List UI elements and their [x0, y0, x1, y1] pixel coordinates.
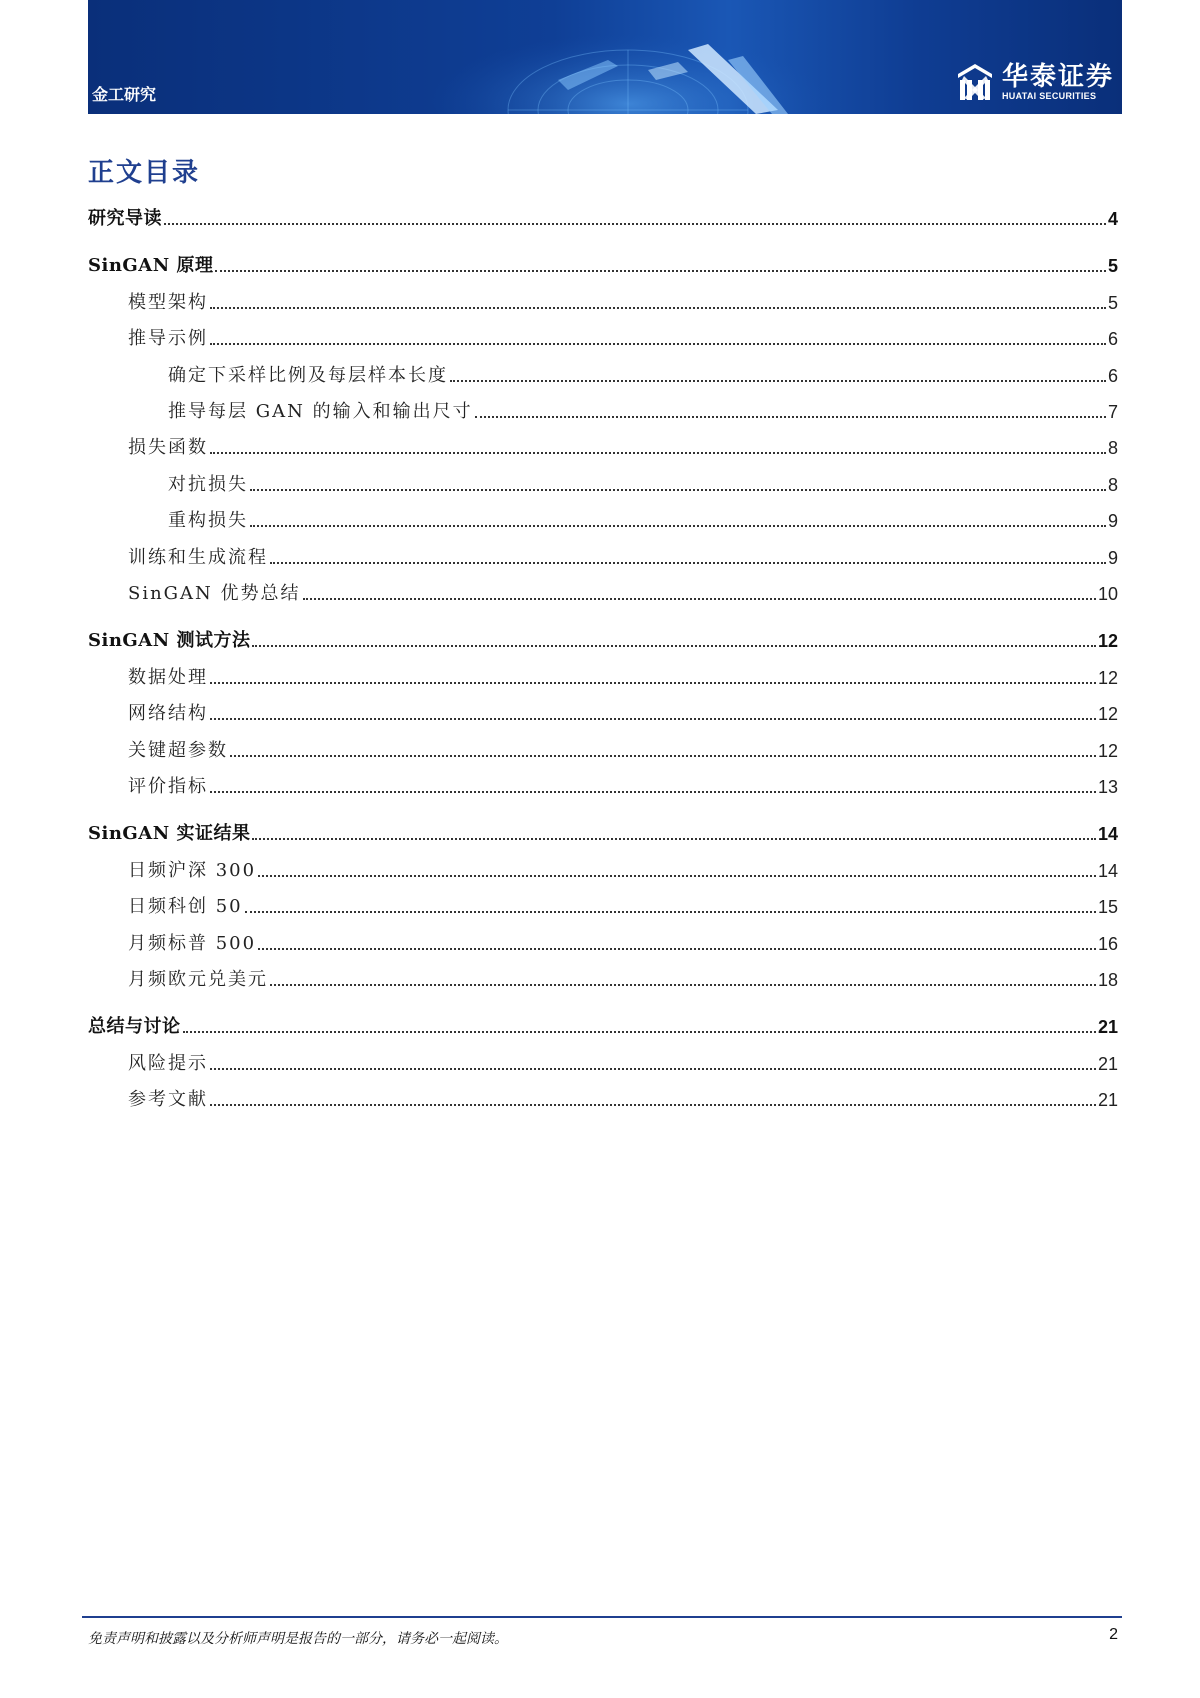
toc-leader-dots [270, 562, 1106, 564]
toc-title: 正文目录 [88, 158, 201, 188]
toc-leader-dots [210, 791, 1096, 793]
toc-entry-label: 评价指标 [128, 776, 208, 797]
toc-entry[interactable] [168, 472, 1118, 496]
toc-leader-dots [252, 645, 1095, 647]
toc-entry[interactable] [88, 253, 1118, 277]
toc-entry-label: 月频欧元兑美元 [128, 969, 268, 990]
toc-entry-page: 7 [1107, 402, 1118, 422]
toc-entry-label: 推导示例 [128, 328, 208, 350]
toc-leader-dots [210, 1104, 1096, 1106]
toc-entry-label: 数据处理 [128, 666, 208, 688]
toc-leader-dots [252, 838, 1095, 840]
toc-entry-label: SinGAN 实证结果 [88, 823, 251, 845]
toc-leader-dots [210, 343, 1106, 345]
toc-leader-dots [210, 1068, 1096, 1070]
toc-entry-page: 14 [1097, 860, 1118, 881]
toc-entry[interactable] [128, 545, 1118, 569]
toc-entry[interactable] [128, 738, 1118, 762]
toc-entry-page: 18 [1097, 970, 1118, 990]
toc-leader-dots [210, 452, 1106, 454]
toc-leader-dots [230, 755, 1096, 757]
toc-entry-label: 关键超参数 [128, 739, 228, 761]
toc-entry[interactable] [128, 774, 1118, 798]
toc-entry[interactable] [128, 665, 1118, 689]
footer-divider [82, 1616, 1122, 1618]
toc-leader-dots [450, 380, 1106, 382]
toc-entry[interactable] [128, 290, 1118, 314]
toc-leader-dots [258, 948, 1096, 950]
toc-entry-page: 12 [1097, 740, 1118, 761]
toc-leader-dots [210, 718, 1096, 720]
toc-entry[interactable] [168, 508, 1118, 532]
toc-entry-page: 21 [1097, 1053, 1118, 1074]
toc-leader-dots [270, 984, 1096, 986]
toc-entry-page: 12 [1097, 704, 1118, 725]
toc-entry-page: 6 [1107, 365, 1118, 386]
toc-entry-page: 14 [1097, 824, 1118, 845]
report-header-banner [88, 0, 1122, 114]
toc-entry[interactable] [128, 1087, 1118, 1111]
toc-entry-page: 8 [1107, 474, 1118, 495]
toc-entry-label: SinGAN 优势总结 [128, 583, 301, 604]
logo-english-text: HUATAI SECURITIES [1001, 90, 1097, 101]
toc-entry[interactable] [128, 967, 1118, 991]
toc-entry[interactable] [128, 931, 1118, 955]
toc-leader-dots [475, 416, 1106, 418]
toc-entry-label: 训练和生成流程 [128, 546, 268, 568]
toc-entry[interactable] [88, 821, 1118, 845]
toc-entry-label: SinGAN 原理 [88, 255, 214, 277]
toc-entry-page: 5 [1107, 256, 1118, 277]
huatai-logo [956, 60, 1114, 104]
toc-entry[interactable] [128, 701, 1118, 725]
toc-leader-dots [210, 307, 1106, 309]
toc-leader-dots [250, 525, 1106, 527]
toc-entry-label: 月频标普 500 [128, 932, 257, 954]
toc-leader-dots [250, 489, 1106, 491]
toc-entry-page: 12 [1097, 667, 1118, 688]
toc-entry-label: 日频沪深 300 [128, 859, 257, 881]
toc-entry-page: 13 [1097, 777, 1118, 797]
toc-leader-dots [210, 682, 1096, 684]
toc-entry-label: 网络结构 [128, 703, 208, 725]
toc-leader-dots [245, 911, 1096, 913]
toc-leader-dots [303, 598, 1096, 600]
toc-leader-dots [183, 1031, 1096, 1033]
logo-chinese-text: 华泰证券 [1001, 61, 1114, 92]
toc-entry-page: 8 [1107, 438, 1118, 459]
toc-entry-label: 日频科创 50 [128, 896, 243, 918]
huatai-logo-icon [956, 62, 994, 102]
toc-entry-label: 模型架构 [128, 291, 208, 313]
toc-leader-dots [258, 875, 1096, 877]
toc-entry-page: 6 [1107, 329, 1118, 350]
toc-entry[interactable] [88, 628, 1118, 652]
page-number: 2 [1109, 1626, 1118, 1643]
toc-entry-page: 9 [1107, 511, 1118, 532]
toc-entry-label: 确定下采样比例及每层样本长度 [168, 364, 448, 386]
toc-entry-page: 21 [1097, 1090, 1118, 1111]
toc-entry-page: 5 [1107, 292, 1118, 313]
toc-entry-page: 10 [1097, 584, 1118, 604]
toc-entry-label: 参考文献 [128, 1089, 208, 1111]
toc-entry-page: 15 [1097, 897, 1118, 918]
toc-entry-label: 研究导读 [88, 208, 162, 229]
toc-entry-label: 总结与讨论 [88, 1016, 181, 1038]
toc-entry-label: SinGAN 测试方法 [88, 630, 251, 652]
toc-entry[interactable] [168, 363, 1118, 387]
toc-entry-page: 21 [1097, 1017, 1118, 1038]
toc-entry-label: 风险提示 [128, 1052, 208, 1074]
toc-entry-page: 16 [1097, 933, 1118, 954]
toc-entry-label: 推导每层 GAN 的输入和输出尺寸 [168, 401, 473, 422]
toc-entry-page: 12 [1097, 631, 1118, 652]
toc-entry-page: 9 [1107, 547, 1118, 568]
toc-entry[interactable] [88, 1014, 1118, 1038]
section-label: 金工研究 [92, 85, 157, 104]
toc-leader-dots [164, 223, 1106, 225]
toc-entry[interactable] [128, 1051, 1118, 1075]
toc-entry[interactable] [168, 399, 1118, 423]
footer-disclaimer: 免责声明和披露以及分析师声明是报告的一部分，请务必一起阅读。 [88, 1631, 508, 1647]
toc-entry-page: 4 [1107, 209, 1118, 229]
toc-entry-label: 损失函数 [128, 437, 208, 459]
toc-leader-dots [215, 270, 1106, 272]
toc-entry-label: 对抗损失 [168, 473, 248, 495]
toc-entry-label: 重构损失 [168, 510, 248, 532]
toc-entry[interactable] [128, 435, 1118, 459]
toc-entry[interactable] [128, 894, 1118, 918]
toc-entry[interactable] [88, 206, 1118, 230]
toc-entry[interactable] [128, 858, 1118, 882]
toc-entry[interactable] [128, 581, 1118, 605]
toc-entry[interactable] [128, 326, 1118, 350]
